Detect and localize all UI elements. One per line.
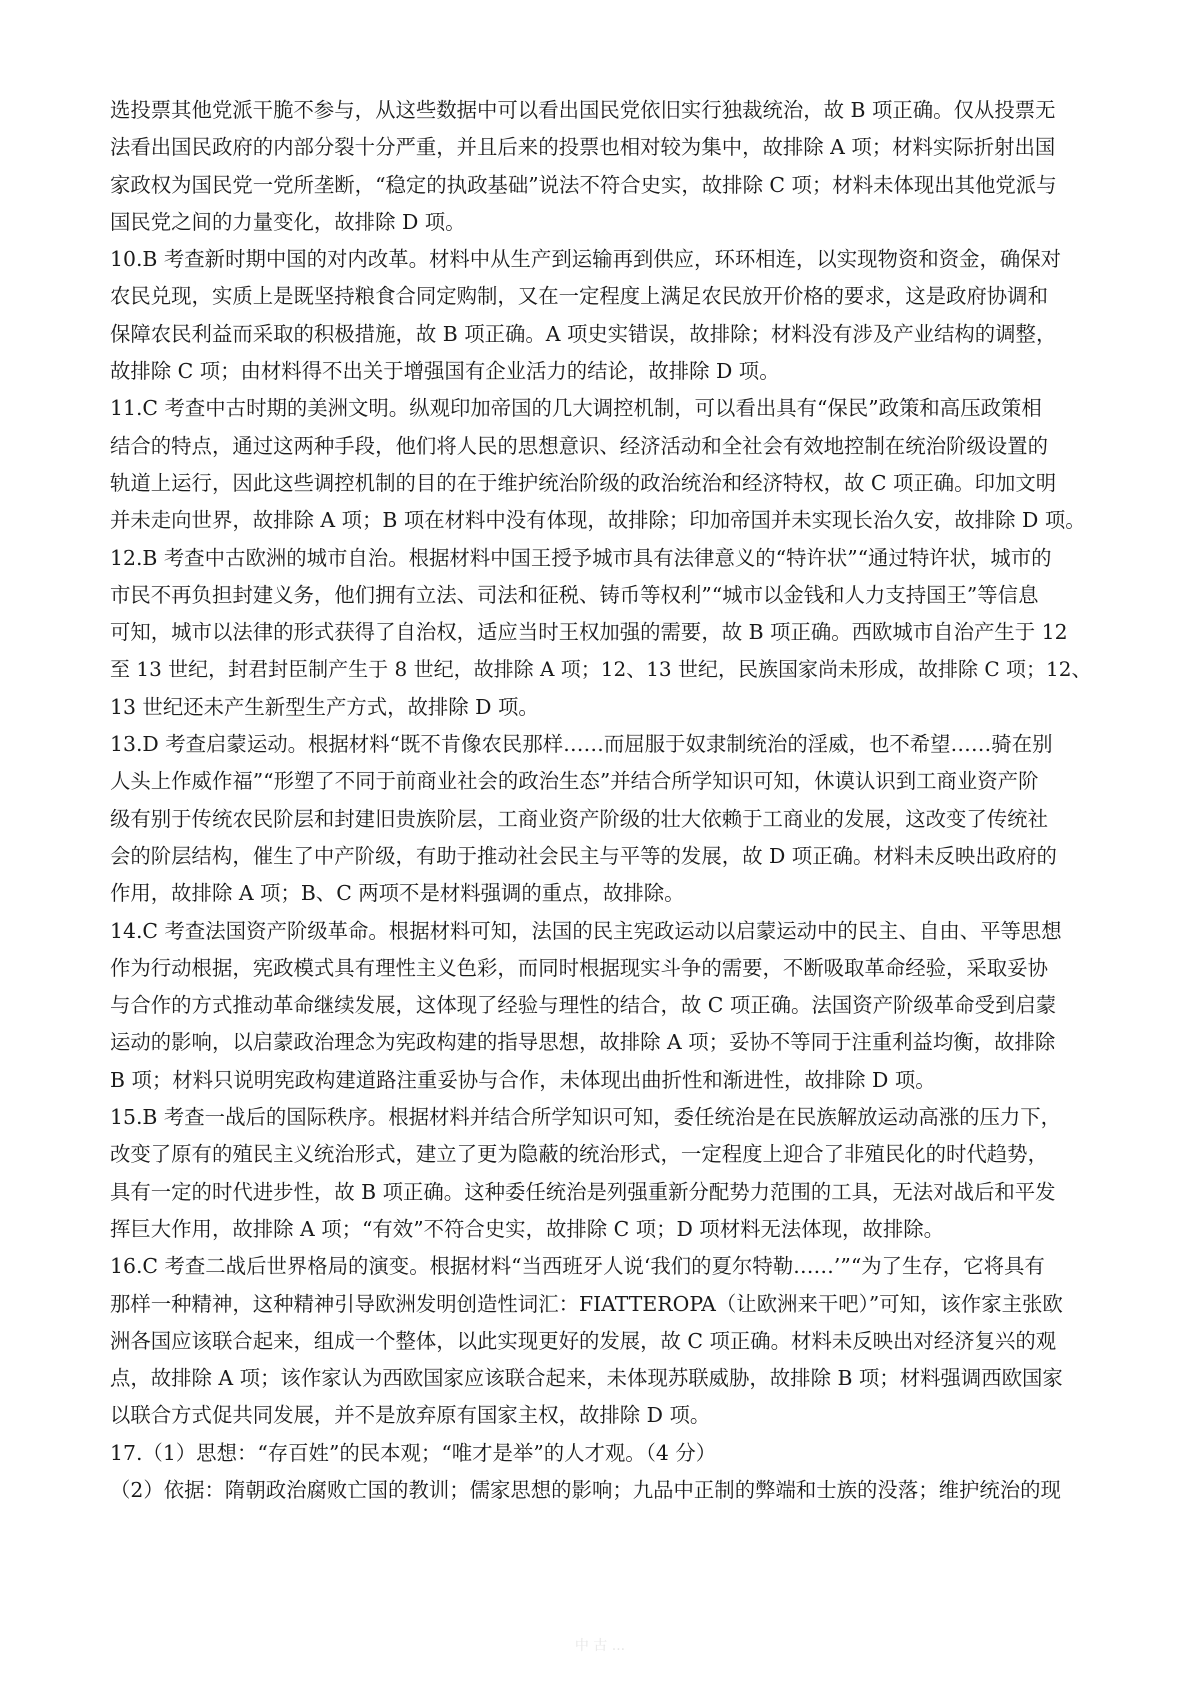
text-line: 市民不再负担封建义务，他们拥有立法、司法和征税、铸币等权利”“城市以金钱和人力支持国王”等信息 xyxy=(110,582,1039,607)
text-line: 农民兑现，实质上是既坚持粮食合同定购制，又在一定程度上满足农民放开价格的要求，这是政府协调和 xyxy=(110,284,1048,309)
text-line: （2）依据：隋朝政治腐败亡国的教训；儒家思想的影响；九品中正制的弊端和士族的没落；维护统治的现 xyxy=(110,1477,1061,1502)
text-line: 轨道上运行，因此这些调控机制的目的在于维护统治阶级的政治统治和经济特权，故 C 项正确。印加文明 xyxy=(110,470,1057,495)
text-line: B 项；材料只说明宪政构建道路注重妥协与合作，未体现出曲折性和渐进性，故排除 D 项。 xyxy=(110,1067,936,1092)
text-line: 运动的影响，以启蒙政治理念为宪政构建的指导思想，故排除 A 项；妥协不等同于注重利益均衡，故排除 xyxy=(110,1030,1056,1055)
text-line: 作用，故排除 A 项；B、C 两项不是材料强调的重点，故排除。 xyxy=(110,881,685,906)
document-page xyxy=(110,92,1095,1509)
text-line: 13.D 考查启蒙运动。根据材料“既不肯像农民那样……而屈服于奴隶制统治的淫威，也不希望……骑在别 xyxy=(110,732,1053,757)
text-line: 15.B 考查一战后的国际秩序。根据材料并结合所学知识可知，委任统治是在民族解放运动高涨的压力下， xyxy=(110,1105,1062,1130)
text-line: 结合的特点，通过这两种手段，他们将人民的思想意识、经济活动和全社会有效地控制在统治阶级设置的 xyxy=(110,433,1048,458)
text-line: 至 13 世纪，封君封臣制产生于 8 世纪，故排除 A 项；12、13 世纪，民族国家尚未形成，故排除 C 项；12、 xyxy=(110,657,1092,682)
text-line: 作为行动根据，宪政模式具有理性主义色彩，而同时根据现实斗争的需要，不断吸取革命经验，采取妥协 xyxy=(110,955,1048,980)
text-line: 级有别于传统农民阶层和封建旧贵族阶层，工商业资产阶级的壮大依赖于工商业的发展，这改变了传统社 xyxy=(110,806,1048,831)
text-line: 与合作的方式推动革命继续发展，这体现了经验与理性的结合，故 C 项正确。法国资产阶级革命受到启蒙 xyxy=(110,993,1057,1018)
text-line: 家政权为国民党一党所垄断，“稳定的执政基础”说法不符合史实，故排除 C 项；材料未体现出其他党派与 xyxy=(110,172,1057,197)
text-line: 国民党之间的力量变化，故排除 D 项。 xyxy=(110,209,466,234)
text-line: 人头上作威作福”“形塑了不同于前商业社会的政治生态”并结合所学知识可知，休谟认识到工商业资产阶 xyxy=(110,769,1039,794)
text-line: 点，故排除 A 项；该作家认为西欧国家应该联合起来，未体现苏联威胁，故排除 B 项；材料强调西欧国家 xyxy=(110,1366,1063,1391)
text-line: 改变了原有的殖民主义统治形式，建立了更为隐蔽的统治形式，一定程度上迎合了非殖民化的时代趋势， xyxy=(110,1142,1048,1167)
text-line: 10.B 考查新时期中国的对内改革。材料中从生产到运输再到供应，环环相连，以实现物资和资金，确保对 xyxy=(110,247,1062,272)
text-line: 选投票其他党派干脆不参与，从这些数据中可以看出国民党依旧实行独裁统治，故 B 项正确。仅从投票无 xyxy=(110,98,1056,122)
text-line: 12.B 考查中古欧洲的城市自治。根据材料中国王授予城市具有法律意义的“特许状”“通过特许状，城市的 xyxy=(110,545,1052,570)
text-line: 17.（1）思想：“存百姓”的民本观；“唯才是举”的人才观。（4 分） xyxy=(110,1440,717,1465)
text-line: 法看出国民政府的内部分裂十分严重，并且后来的投票也相对较为集中，故排除 A 项；材料实际折射出国 xyxy=(110,135,1056,160)
text-line: 具有一定的时代进步性，故 B 项正确。这种委任统治是列强重新分配势力范围的工具，无法对战后和平发 xyxy=(110,1179,1056,1204)
text-line: 保障农民利益而采取的积极措施，故 B 项正确。A 项史实错误，故排除；材料没有涉及产业结构的调整， xyxy=(110,321,1057,346)
text-line: 16.C 考查二战后世界格局的演变。根据材料“当西班牙人说‘我们的夏尔特勒……’”“为了生存，它将具有 xyxy=(110,1254,1045,1279)
text-line: 14.C 考查法国资产阶级革命。根据材料可知，法国的民主宪政运动以启蒙运动中的民主、自由、平等思想 xyxy=(110,918,1062,943)
text-line: 以联合方式促共同发展，并不是放弃原有国家主权，故排除 D 项。 xyxy=(110,1403,711,1428)
text-line: 挥巨大作用，故排除 A 项；“有效”不符合史实，故排除 C 项；D 项材料无法体现，故排除。 xyxy=(110,1216,944,1241)
text-line: 13 世纪还未产生新型生产方式，故排除 D 项。 xyxy=(110,694,539,719)
text-line: 会的阶层结构，催生了中产阶级，有助于推动社会民主与平等的发展，故 D 项正确。材料未反映出政府的 xyxy=(110,843,1057,868)
text-line: 故排除 C 项；由材料得不出关于增强国有企业活力的结论，故排除 D 项。 xyxy=(110,359,780,384)
page-watermark: 中 古 ... xyxy=(574,1638,626,1654)
text-line: 11.C 考查中古时期的美洲文明。纵观印加帝国的几大调控机制，可以看出具有“保民”政策和高压政策相 xyxy=(110,396,1042,421)
text-line: 可知，城市以法律的形式获得了自治权，适应当时王权加强的需要，故 B 项正确。西欧城市自治产生于 12 xyxy=(110,620,1068,645)
text-line: 并未走向世界，故排除 A 项；B 项在材料中没有体现，故排除；印加帝国并未实现长治久安，故排除 D 项。 xyxy=(110,508,1086,533)
text-line: 洲各国应该联合起来，组成一个整体，以此实现更好的发展，故 C 项正确。材料未反映出对经济复兴的观 xyxy=(110,1328,1057,1353)
text-line: 那样一种精神，这种精神引导欧洲发明创造性词汇：FIATTEROPA（让欧洲来干吧）”可知，该作家主张欧 xyxy=(110,1291,1063,1316)
